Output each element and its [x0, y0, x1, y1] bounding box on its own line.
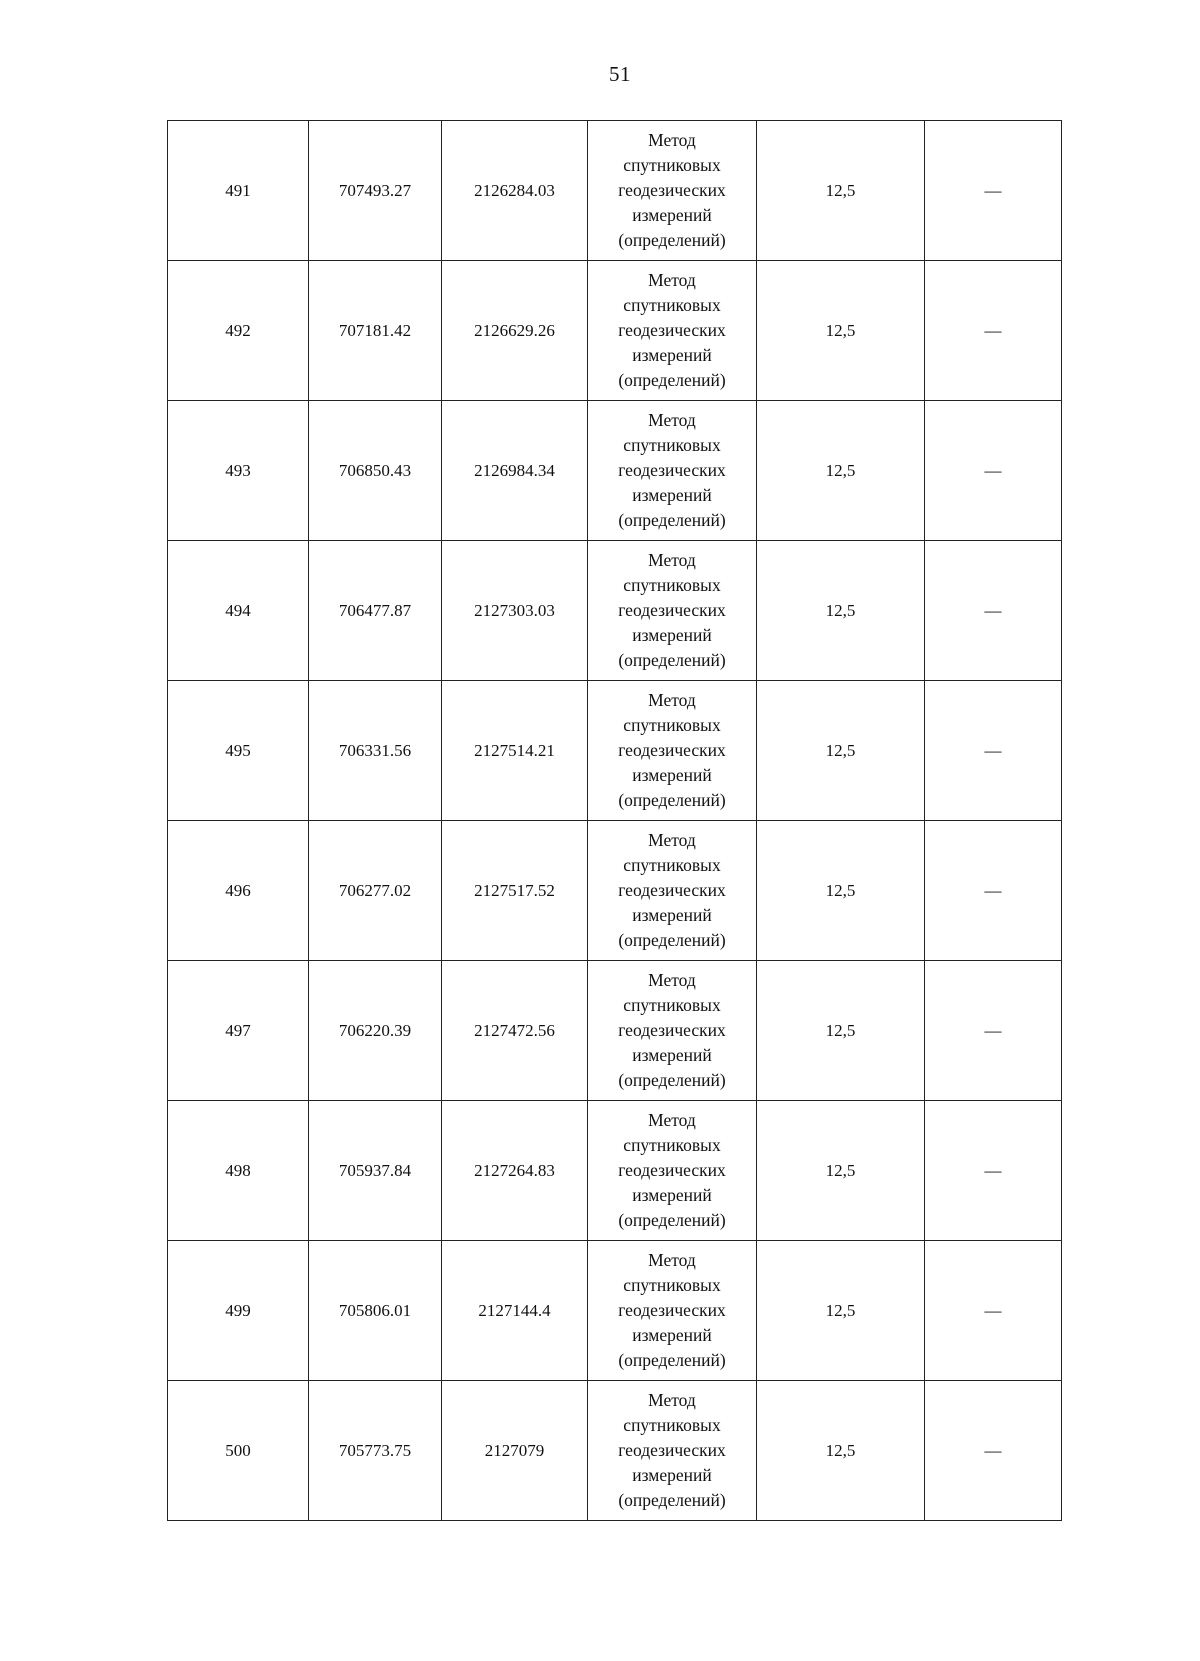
- y-coordinate-cell: 2127144.4: [442, 1241, 588, 1381]
- x-coordinate-cell: 706277.02: [309, 821, 442, 961]
- point-number-cell: 496: [168, 821, 309, 961]
- y-coordinate-cell: 2127514.21: [442, 681, 588, 821]
- y-coordinate-cell: 2127472.56: [442, 961, 588, 1101]
- point-number-cell: 499: [168, 1241, 309, 1381]
- table-row: [168, 1241, 1062, 1381]
- method-text-line: (определений): [618, 930, 726, 950]
- method-cell: [588, 541, 757, 681]
- accuracy-cell: 12,5: [757, 401, 925, 541]
- point-number-cell: 493: [168, 401, 309, 541]
- method-text-line: спутниковых: [623, 715, 721, 735]
- x-coordinate-cell: 705937.84: [309, 1101, 442, 1241]
- table-row: [168, 401, 1062, 541]
- method-text-line: Метод: [648, 1250, 696, 1270]
- y-coordinate-cell: 2126284.03: [442, 121, 588, 261]
- method-text-line: спутниковых: [623, 155, 721, 175]
- point-number-cell: 492: [168, 261, 309, 401]
- description-cell: —: [925, 541, 1062, 681]
- method-text-line: измерений: [632, 765, 712, 785]
- accuracy-cell: 12,5: [757, 541, 925, 681]
- description-cell: —: [925, 821, 1062, 961]
- table-row: [168, 821, 1062, 961]
- method-text-line: измерений: [632, 345, 712, 365]
- method-text-line: измерений: [632, 1045, 712, 1065]
- method-text-line: (определений): [618, 230, 726, 250]
- method-text-line: геодезических: [618, 1440, 726, 1460]
- method-text-line: геодезических: [618, 600, 726, 620]
- method-text-line: Метод: [648, 270, 696, 290]
- method-text-line: спутниковых: [623, 1135, 721, 1155]
- table-row: [168, 121, 1062, 261]
- method-text-line: геодезических: [618, 460, 726, 480]
- description-cell: —: [925, 261, 1062, 401]
- method-text-line: измерений: [632, 1185, 712, 1205]
- method-cell: [588, 1381, 757, 1521]
- method-text-line: спутниковых: [623, 855, 721, 875]
- description-cell: —: [925, 961, 1062, 1101]
- method-text-line: спутниковых: [623, 1275, 721, 1295]
- method-cell: [588, 1241, 757, 1381]
- method-text-line: (определений): [618, 370, 726, 390]
- description-cell: —: [925, 1381, 1062, 1521]
- y-coordinate-cell: 2127517.52: [442, 821, 588, 961]
- x-coordinate-cell: 706331.56: [309, 681, 442, 821]
- point-number-cell: 498: [168, 1101, 309, 1241]
- method-text-line: Метод: [648, 1390, 696, 1410]
- table-row: [168, 961, 1062, 1101]
- method-text-line: геодезических: [618, 1020, 726, 1040]
- method-text-line: измерений: [632, 625, 712, 645]
- method-text-line: Метод: [648, 130, 696, 150]
- y-coordinate-cell: 2126984.34: [442, 401, 588, 541]
- accuracy-cell: 12,5: [757, 1381, 925, 1521]
- table-row: [168, 261, 1062, 401]
- x-coordinate-cell: 706850.43: [309, 401, 442, 541]
- description-cell: —: [925, 681, 1062, 821]
- y-coordinate-cell: 2127264.83: [442, 1101, 588, 1241]
- method-text-line: Метод: [648, 550, 696, 570]
- method-cell: [588, 1101, 757, 1241]
- method-text-line: (определений): [618, 1210, 726, 1230]
- method-text-line: (определений): [618, 650, 726, 670]
- method-text-line: (определений): [618, 1070, 726, 1090]
- method-text-line: Метод: [648, 690, 696, 710]
- x-coordinate-cell: 707181.42: [309, 261, 442, 401]
- y-coordinate-cell: 2127079: [442, 1381, 588, 1521]
- x-coordinate-cell: 705806.01: [309, 1241, 442, 1381]
- table-row: [168, 681, 1062, 821]
- method-cell: [588, 121, 757, 261]
- method-cell: [588, 261, 757, 401]
- method-text-line: спутниковых: [623, 435, 721, 455]
- accuracy-cell: 12,5: [757, 121, 925, 261]
- method-cell: [588, 681, 757, 821]
- y-coordinate-cell: 2126629.26: [442, 261, 588, 401]
- method-text-line: геодезических: [618, 1160, 726, 1180]
- description-cell: —: [925, 401, 1062, 541]
- method-text-line: измерений: [632, 205, 712, 225]
- point-number-cell: 491: [168, 121, 309, 261]
- table-row: [168, 1381, 1062, 1521]
- accuracy-cell: 12,5: [757, 821, 925, 961]
- y-coordinate-cell: 2127303.03: [442, 541, 588, 681]
- x-coordinate-cell: 706477.87: [309, 541, 442, 681]
- method-cell: [588, 401, 757, 541]
- method-text-line: геодезических: [618, 320, 726, 340]
- point-number-cell: 497: [168, 961, 309, 1101]
- description-cell: —: [925, 1101, 1062, 1241]
- method-text-line: измерений: [632, 1325, 712, 1345]
- method-text-line: (определений): [618, 1350, 726, 1370]
- method-text-line: геодезических: [618, 880, 726, 900]
- x-coordinate-cell: 706220.39: [309, 961, 442, 1101]
- method-text-line: Метод: [648, 970, 696, 990]
- method-text-line: (определений): [618, 510, 726, 530]
- method-text-line: спутниковых: [623, 995, 721, 1015]
- method-cell: [588, 821, 757, 961]
- method-text-line: (определений): [618, 1490, 726, 1510]
- method-text-line: (определений): [618, 790, 726, 810]
- method-text-line: Метод: [648, 830, 696, 850]
- method-text-line: Метод: [648, 410, 696, 430]
- method-text-line: геодезических: [618, 740, 726, 760]
- table-row: [168, 541, 1062, 681]
- method-text-line: геодезических: [618, 180, 726, 200]
- coordinates-table: [167, 120, 1062, 1521]
- x-coordinate-cell: 705773.75: [309, 1381, 442, 1521]
- x-coordinate-cell: 707493.27: [309, 121, 442, 261]
- description-cell: —: [925, 1241, 1062, 1381]
- method-text-line: Метод: [648, 1110, 696, 1130]
- method-cell: [588, 961, 757, 1101]
- point-number-cell: 500: [168, 1381, 309, 1521]
- accuracy-cell: 12,5: [757, 1101, 925, 1241]
- method-text-line: измерений: [632, 905, 712, 925]
- point-number-cell: 494: [168, 541, 309, 681]
- method-text-line: спутниковых: [623, 1415, 721, 1435]
- page-number: 51: [609, 62, 631, 86]
- method-text-line: спутниковых: [623, 575, 721, 595]
- method-text-line: геодезических: [618, 1300, 726, 1320]
- method-text-line: измерений: [632, 485, 712, 505]
- coordinates-table-body: [168, 121, 1062, 1521]
- table-row: [168, 1101, 1062, 1241]
- accuracy-cell: 12,5: [757, 261, 925, 401]
- method-text-line: спутниковых: [623, 295, 721, 315]
- accuracy-cell: 12,5: [757, 1241, 925, 1381]
- accuracy-cell: 12,5: [757, 681, 925, 821]
- point-number-cell: 495: [168, 681, 309, 821]
- accuracy-cell: 12,5: [757, 961, 925, 1101]
- method-text-line: измерений: [632, 1465, 712, 1485]
- description-cell: —: [925, 121, 1062, 261]
